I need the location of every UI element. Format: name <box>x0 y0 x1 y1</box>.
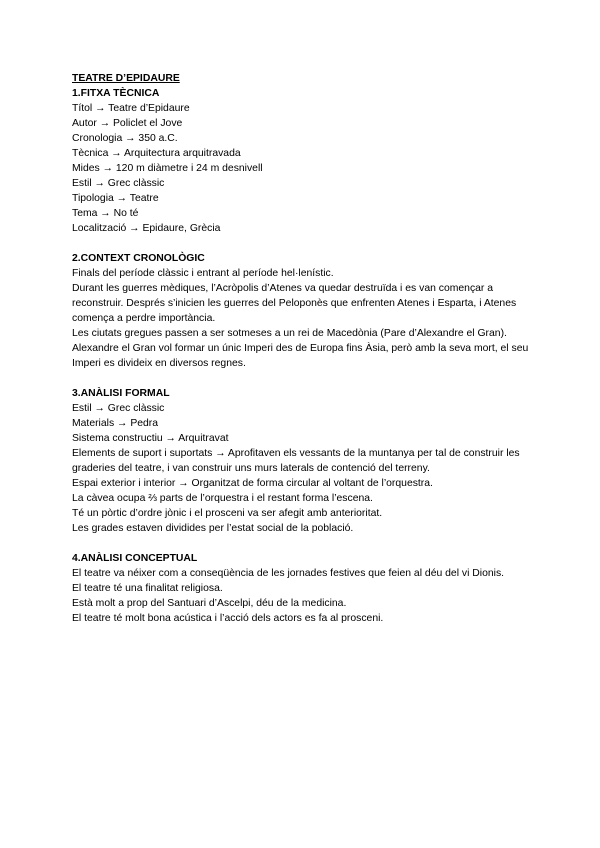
text-line: El teatre té una finalitat religiosa. <box>72 583 223 594</box>
text-line: El teatre té molt bona acústica i l’acció dels actors es fa al prosceni. <box>72 613 384 624</box>
text-line: Materials → Pedra <box>72 418 159 429</box>
section-heading: 2.CONTEXT CRONOLÒGIC <box>72 253 205 264</box>
paragraph: Durant les guerres mèdiques, l’Acròpolis d’Atenes va quedar destruïda i es van començar a reconstruir. Després s’inicien les guerres del Peloponès que enfrenten Atenes i Esparta, i Atenes comença a perdre importància. <box>72 283 517 324</box>
text-line: La càvea ocupa ⅔ parts de l’orquestra i el restant forma l’escena. <box>72 493 373 504</box>
text-line: Estil → Grec clàssic <box>72 403 165 414</box>
section-spacer <box>72 236 542 251</box>
section-heading: 1.FITXA TÈCNICA <box>72 88 160 99</box>
paragraph: Alexandre el Gran vol formar un únic Imperi des de Europa fins Àsia, però amb la seva mort, el seu Imperi es divideix en diversos regnes. <box>72 343 529 369</box>
section-fitxa-tecnica <box>72 86 542 236</box>
section-heading: 4.ANÀLISI CONCEPTUAL <box>72 553 198 564</box>
paragraph: Finals del període clàssic i entrant al període hel·lenístic. <box>72 268 334 279</box>
text-line: Les grades estaven dividides per l’estat social de la població. <box>72 523 354 534</box>
section-context-cronologic <box>72 251 542 371</box>
text-line: Té un pòrtic d’ordre jònic i el prosceni va ser afegit amb anterioritat. <box>72 508 383 519</box>
text-line: Sistema constructiu → Arquitravat <box>72 433 229 444</box>
text-line: Tipologia → Teatre <box>72 193 159 204</box>
text-line: Cronologia → 350 a.C. <box>72 133 178 144</box>
text-line: Mides → 120 m diàmetre i 24 m desnivell <box>72 163 263 174</box>
text-line: Tècnica → Arquitectura arquitravada <box>72 148 241 159</box>
section-analisi-formal <box>72 386 542 536</box>
text-line: Està molt a prop del Santuari d’Ascelpi, déu de la medicina. <box>72 598 347 609</box>
paragraph: Les ciutats gregues passen a ser sotmeses a un rei de Macedònia (Pare d’Alexandre el Gran). <box>72 328 507 339</box>
section-spacer <box>72 536 542 551</box>
text-line: Tema → No té <box>72 208 139 219</box>
document-title: TEATRE D’EPIDAURE <box>72 73 180 84</box>
paragraph: El teatre va néixer com a conseqüència de les jornades festives que feien al déu del vi Dionis. <box>72 568 505 579</box>
text-line: Localització → Epidaure, Grècia <box>72 223 221 234</box>
section-analisi-conceptual <box>72 551 542 626</box>
text-line: Estil → Grec clàssic <box>72 178 165 189</box>
text-line: Espai exterior i interior → Organitzat de forma circular al voltant de l’orquestra. <box>72 478 433 489</box>
document-body <box>72 71 542 626</box>
text-line: Autor → Policlet el Jove <box>72 118 183 129</box>
text-line: Títol → Teatre d’Epidaure <box>72 103 190 114</box>
section-heading: 3.ANÀLISI FORMAL <box>72 388 170 399</box>
paragraph: Elements de suport i suportats → Aprofitaven els vessants de la muntanya per tal de construir les graderies del teatre, i van construir uns murs laterals de contenció del terreny. <box>72 448 520 474</box>
section-spacer <box>72 371 542 386</box>
